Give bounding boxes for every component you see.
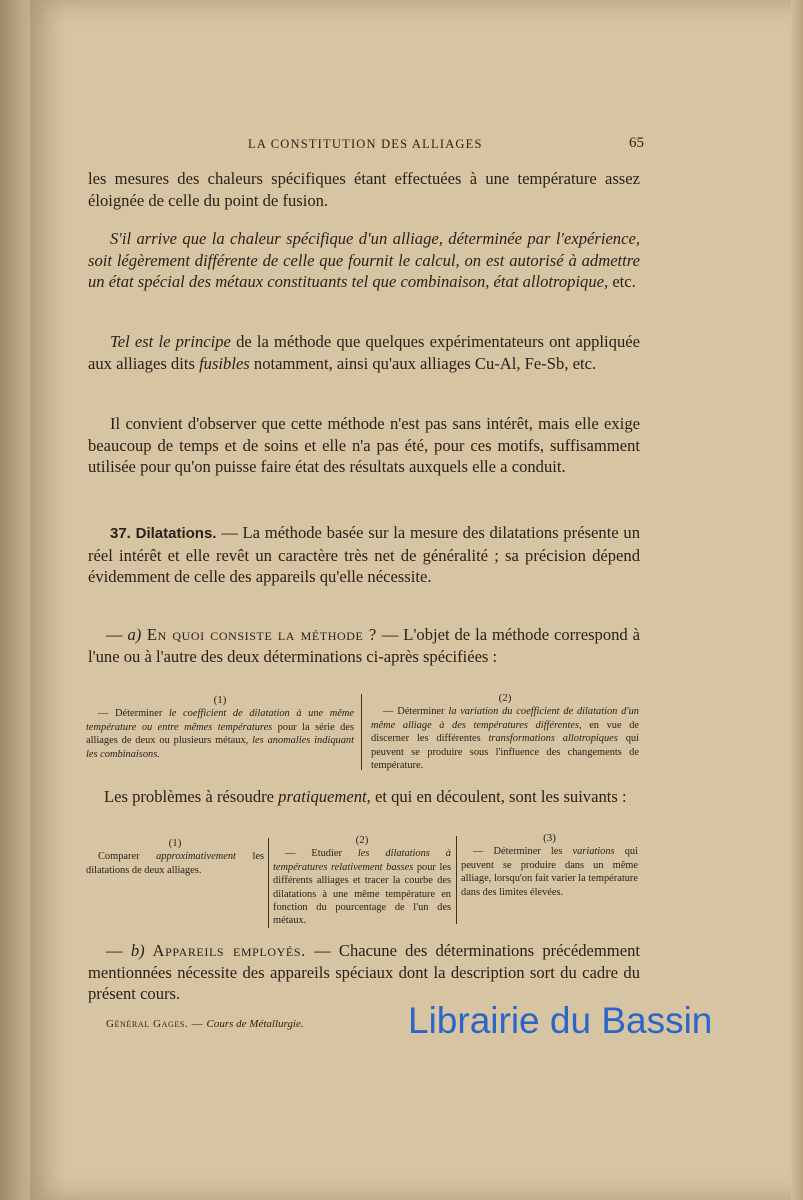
footer-credit (106, 1018, 304, 1030)
paragraph-4 (88, 413, 640, 478)
section-heading: 37. Dilatations. (110, 525, 217, 542)
column-divider (268, 838, 269, 928)
paragraph-a (88, 624, 640, 667)
problem-2-italic: les dilatations à températures relativement basses (273, 848, 451, 873)
problem-1 (86, 837, 264, 877)
page-edge (791, 0, 803, 1200)
determination-1-italic-1: le coefficient de dilatation à une même température ou entre mêmes températures (86, 708, 354, 733)
paragraph-3-text-b: notamment, ainsi qu'aux alliages Cu-Al, Fe-Sb, etc. (249, 353, 597, 373)
section-37-text: — La méthode basée sur la mesure des dilatations présente un réel intérêt et elle revêt un caractère très net de généralité ; sa précision dépend évidemment de celle des appareils qu'elle nécessite. (88, 523, 641, 586)
problem-3-number: (3) (543, 832, 556, 844)
determination-1-mid: pour la série des alliages de deux ou plusieurs métaux, (86, 721, 354, 747)
paragraph-b (88, 940, 640, 1005)
section-37 (88, 522, 640, 588)
page-header (88, 137, 644, 155)
paragraph-b-dash: — (106, 941, 131, 960)
running-title: LA CONSTITUTION DES ALLIAGES (248, 137, 483, 151)
problem-1-tail: les dilatations de deux alliages. (86, 851, 264, 876)
footer-author: Général Gages. — (106, 1018, 207, 1030)
paragraph-3 (88, 331, 640, 374)
determination-2-italic-2: transformations allotropiques (488, 733, 618, 745)
column-divider (456, 836, 457, 924)
subsection-title-a: En quoi consiste la méthode ? (141, 625, 377, 644)
paragraph-3-italic: Tel est le principe (110, 332, 231, 351)
problem-1-lead: Comparer (98, 851, 157, 863)
problem-3 (461, 832, 638, 899)
paragraph-3-fusibles: fusibles (199, 353, 250, 373)
paragraph-problems (88, 786, 640, 808)
subsection-letter-b: b) (130, 941, 145, 960)
determination-1-italic-2: les anomalies indiquant les combinaisons. (86, 735, 354, 760)
paragraph-problems-a: Les problèmes à résoudre (104, 787, 279, 806)
paragraph-1 (88, 168, 640, 211)
book-spine (0, 0, 34, 1200)
column-divider (361, 694, 362, 770)
subsection-title-b: Appareils employés. (144, 941, 306, 960)
paragraph-2-italic: S'il arrive que la chaleur spécifique d'un alliage, déterminée par l'expérience, soit légèrement différente de celle que fournit le calcul, on est autorisé à admettre un état spécial des métaux constituants tel que combinaison, état allotropique, (88, 229, 640, 291)
watermark: Librairie du Bassin (408, 1000, 713, 1041)
determination-1 (86, 694, 354, 761)
determination-2-tail: qui peuvent se produire sous l'influence des changements de température. (371, 733, 639, 772)
paragraph-a-text: — L'objet de la méthode correspond à l'une ou à l'autre des deux déterminations ci-après spécifiées : (88, 625, 640, 666)
paragraph-1-text: les mesures des chaleurs spécifiques étant effectuées à une température assez éloignée de celle du point de fusion. (88, 169, 640, 210)
determination-1-lead: — Déterminer (98, 708, 169, 720)
problem-3-tail: qui peuvent se produire dans un même alliage, lorsqu'on fait varier la température dans des limites élevées. (461, 846, 638, 898)
problem-3-italic: variations (572, 846, 615, 858)
problem-2-tail: pour les différents alliages et tracer la courbe des dilatations à une même température en fonction du pourcentage de l'un des métaux. (273, 861, 451, 927)
paragraph-2 (88, 228, 640, 293)
determination-2 (371, 692, 639, 772)
problem-1-number: (1) (168, 837, 182, 849)
problem-1-italic: approximativement (156, 851, 236, 863)
paragraph-3-text-a: de la méthode que quelques expérimentateurs ont appliquée aux alliages dits (88, 332, 640, 373)
subsection-letter-a: a) (127, 625, 142, 644)
problem-2-lead: — Etudier (285, 848, 358, 860)
page-number: 65 (629, 135, 644, 151)
determination-1-number: (1) (213, 694, 227, 706)
determination-2-mid: en vue de discerner les différentes (371, 719, 639, 745)
determination-2-italic-1: la variation du coefficient de dilatation d'un même alliage à des températures différentes, (371, 706, 639, 731)
determination-2-number: (2) (498, 692, 512, 704)
determination-2-lead: — Déterminer (383, 706, 449, 718)
problem-2-number: (2) (355, 834, 369, 846)
problem-3-lead: — Déterminer les (473, 846, 573, 858)
paragraph-a-dash: — (106, 625, 128, 644)
paragraph-4-text: Il convient d'observer que cette méthode n'est pas sans intérêt, mais elle exige beaucoup de temps et de soins et elle n'a pas été, pour ces motifs, suffisamment utilisée pour qu'on puisse faire état des résultats auxquels elle a conduit. (88, 414, 640, 476)
problem-2 (273, 834, 451, 928)
paragraph-problems-b: , et qui en découlent, sont les suivants : (366, 787, 627, 806)
paragraph-problems-italic: pratiquement (278, 787, 367, 806)
paragraph-2-end: etc. (608, 272, 636, 291)
footer-work: Cours de Métallurgie. (206, 1018, 304, 1030)
paragraph-b-text: — Chacune des déterminations précédemment mentionnées nécessite des appareils spéciaux dont la description sort du cadre du présent cours. (88, 941, 640, 1003)
